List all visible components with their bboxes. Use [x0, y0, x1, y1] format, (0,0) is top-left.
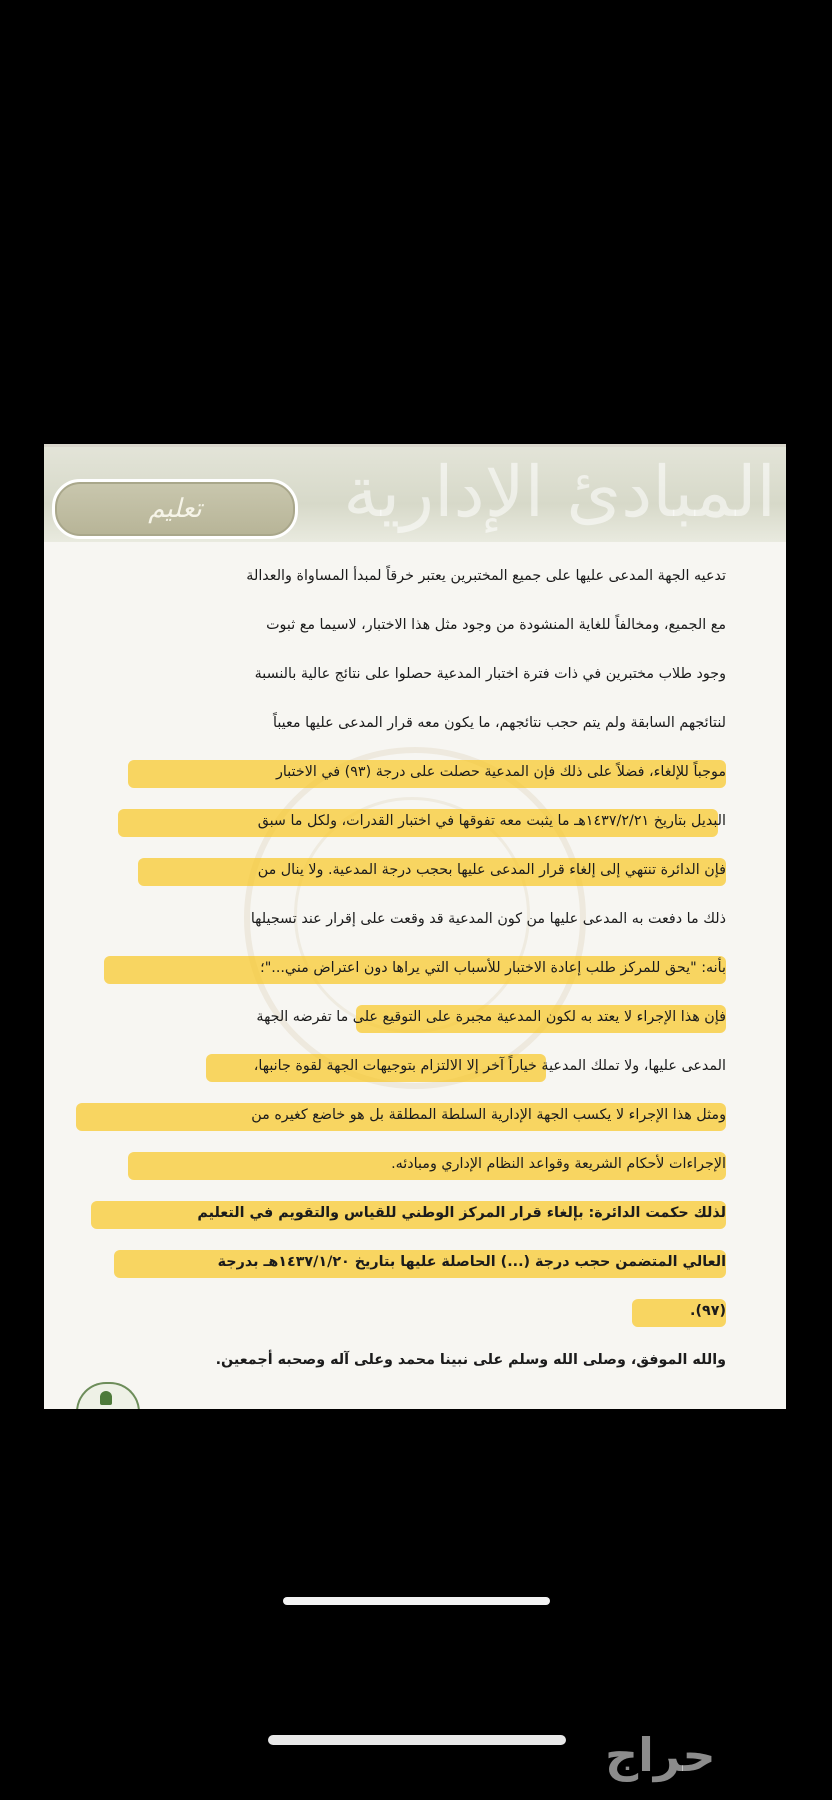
text-line-6: البديل بتاريخ ١٤٣٧/٢/٢١هـ ما يثبت معه تفوقها في اختبار القدرات، ولكل ما سبق: [104, 797, 726, 846]
text-line-11: المدعى عليها، ولا تملك المدعية خياراً آخر إلا الالتزام بتوجيهات الجهة لقوة جانبها،: [104, 1042, 726, 1091]
text-line-16: (٩٧).: [104, 1287, 726, 1336]
text-line-2: مع الجميع، ومخالفاً للغاية المنشودة من وجود مثل هذا الاختبار، لاسيما مع ثبوت: [266, 617, 726, 633]
text-line-3: وجود طلاب مختبرين في ذات فترة اختبار المدعية حصلوا على نتائج عالية بالنسبة: [254, 666, 726, 682]
home-indicator-secondary[interactable]: [268, 1735, 566, 1745]
section-label: تعليم: [52, 479, 298, 539]
text-line-4: لنتائجهم السابقة ولم يتم حجب نتائجهم، ما يكون معه قرار المدعى عليها معيباً: [273, 715, 726, 731]
home-indicator[interactable]: [283, 1597, 550, 1605]
text-line-12: ومثل هذا الإجراء لا يكسب الجهة الإدارية السلطة المطلقة بل هو خاضع كغيره من: [104, 1091, 726, 1140]
palm-tree-icon: [100, 1391, 112, 1405]
text-line-8: ذلك ما دفعت به المدعى عليها من كون المدعية قد وقعت على إقرار عند تسجيلها: [250, 911, 726, 927]
text-line-14: لذلك حكمت الدائرة: بإلغاء قرار المركز الوطني للقياس والتقويم في التعليم: [104, 1189, 726, 1238]
text-line-10: فإن هذا الإجراء لا يعتد به لكون المدعية مجبرة على التوقيع على ما تفرضه الجهة: [104, 993, 726, 1042]
site-watermark: حراج: [605, 1728, 716, 1782]
document-page: [44, 444, 786, 1409]
text-line-13: الإجراءات لأحكام الشريعة وقواعد النظام الإداري ومبادئه.: [104, 1140, 726, 1189]
page-header-band: [44, 447, 786, 542]
text-line-15: العالي المتضمن حجب درجة (...) الحاصلة عليها بتاريخ ١٤٣٧/١/٢٠هـ بدرجة: [104, 1238, 726, 1287]
text-line-9: بأنه: "يحق للمركز طلب إعادة الاختبار للأسباب التي يراها دون اعتراض مني..."؛: [104, 944, 726, 993]
text-line-17: والله الموفق، وصلى الله وسلم على نبينا محمد وعلى آله وصحبه أجمعين.: [215, 1352, 726, 1368]
text-line-1: تدعيه الجهة المدعى عليها على جميع المختبرين يعتبر خرقاً لمبدأ المساواة والعدالة: [246, 568, 726, 584]
header-watermark-text: المبادئ الإدارية: [343, 451, 776, 533]
text-line-7: فإن الدائرة تنتهي إلى إلغاء قرار المدعى عليها بحجب درجة المدعية. ولا ينال من: [104, 846, 726, 895]
document-body: [104, 552, 726, 1385]
text-line-5: موجباً للإلغاء، فضلاً على ذلك فإن المدعية حصلت على درجة (٩٣) في الاختبار: [104, 748, 726, 797]
